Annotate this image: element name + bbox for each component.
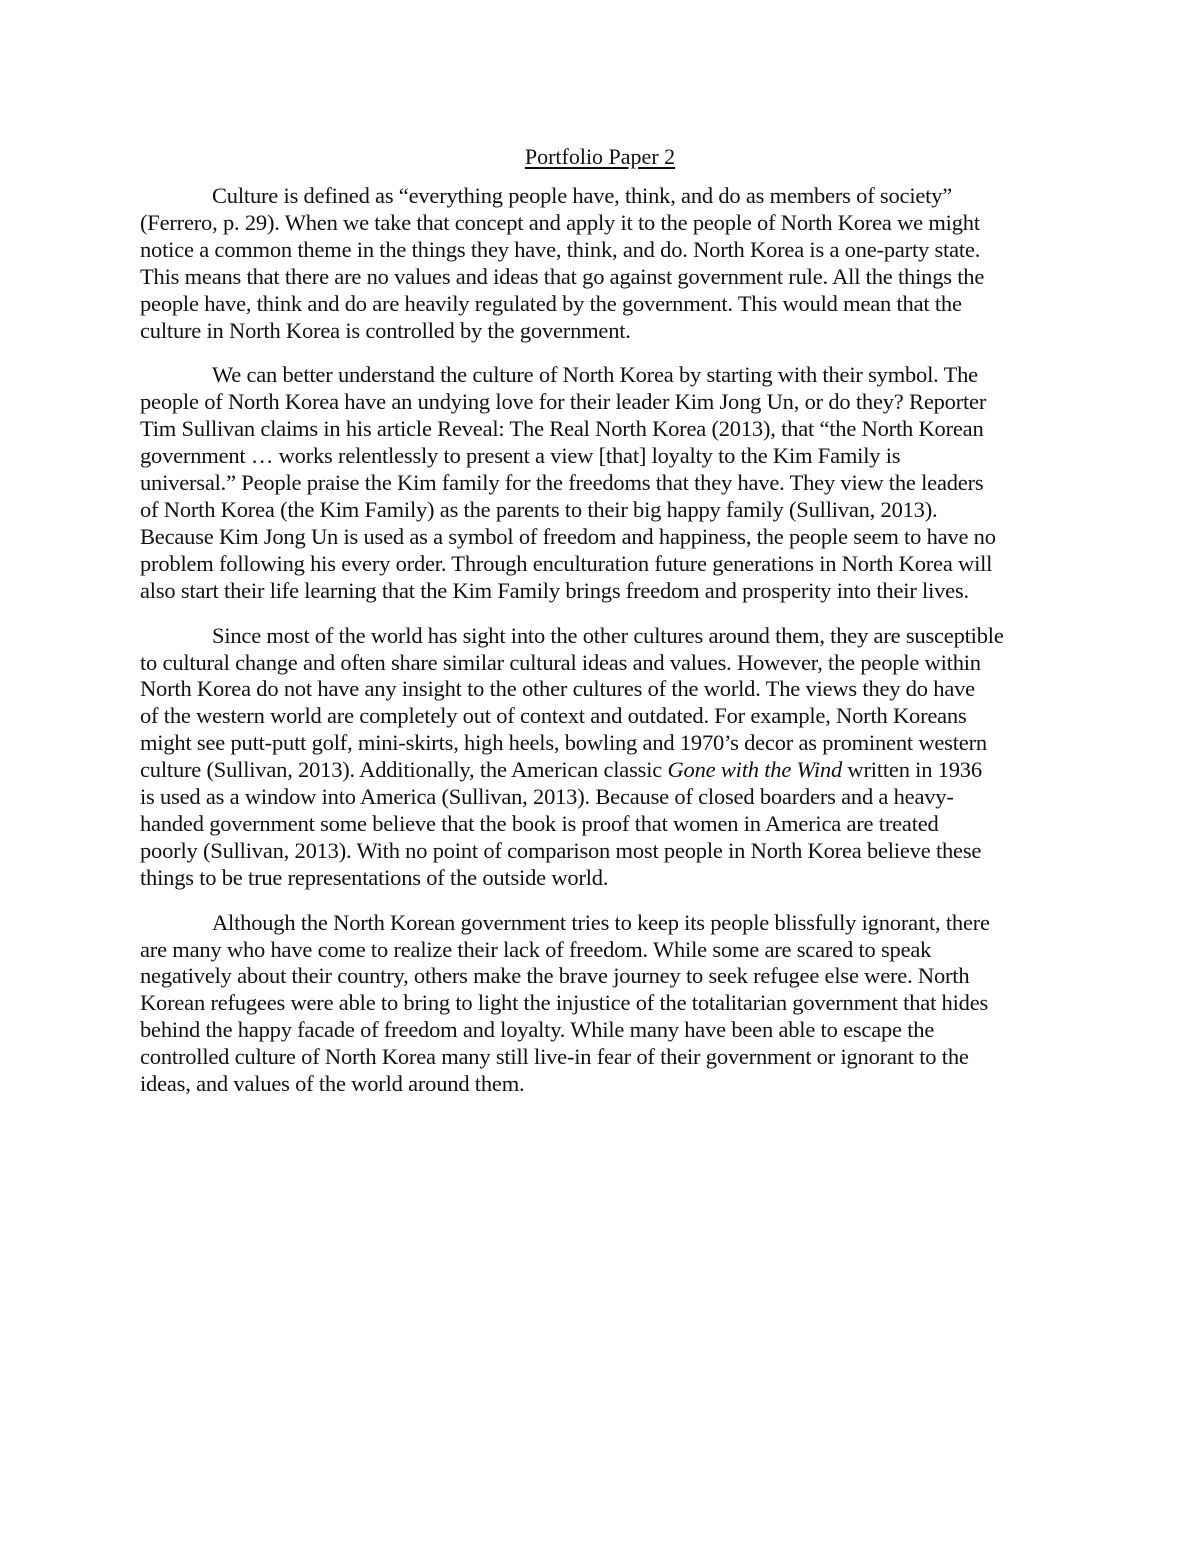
text-line bbox=[140, 1071, 1100, 1098]
text-segment: people of North Korea have an undying love for their leader Kim Jong Un, or do they? Reporter bbox=[140, 389, 987, 415]
text-line bbox=[140, 210, 1100, 237]
text-line bbox=[140, 865, 1100, 892]
text-segment: Since most of the world has sight into the other cultures around them, they are susceptible bbox=[212, 622, 1004, 648]
text-line bbox=[140, 757, 1100, 784]
text-segment: This means that there are no values and ideas that go against government rule. All the things the bbox=[140, 263, 985, 289]
text-line bbox=[140, 703, 1100, 730]
text-line bbox=[140, 937, 1100, 964]
text-line bbox=[140, 1044, 1100, 1071]
text-segment: handed government some believe that the book is proof that women in America are treated bbox=[140, 810, 939, 836]
text-line bbox=[140, 784, 1100, 811]
document-body bbox=[140, 183, 1100, 1116]
text-segment: Korean refugees were able to bring to light the injustice of the totalitarian government that hides bbox=[140, 990, 989, 1016]
text-line bbox=[140, 990, 1100, 1017]
text-segment: North Korea do not have any insight to the other cultures of the world. The views they do have bbox=[140, 676, 975, 702]
text-segment: written in 1936 bbox=[842, 757, 982, 783]
text-segment: problem following his every order. Through enculturation future generations in North Korea will bbox=[140, 550, 993, 576]
paragraph bbox=[140, 183, 1100, 344]
text-segment: of North Korea (the Kim Family) as the parents to their big happy family (Sullivan, 2013). bbox=[140, 496, 938, 522]
text-line bbox=[140, 291, 1100, 318]
text-line bbox=[140, 318, 1100, 345]
text-segment: notice a common theme in the things they have, think, and do. North Korea is a one-party state. bbox=[140, 236, 981, 262]
paragraph bbox=[140, 362, 1100, 604]
text-segment: negatively about their country, others make the brave journey to seek refugee else were. North bbox=[140, 963, 970, 989]
text-line bbox=[140, 730, 1100, 757]
text-segment: are many who have come to realize their lack of freedom. While some are scared to speak bbox=[140, 936, 932, 962]
title-text: Portfolio Paper 2 bbox=[524, 144, 676, 169]
text-line bbox=[140, 838, 1100, 865]
paragraph bbox=[140, 623, 1100, 892]
text-line bbox=[140, 811, 1100, 838]
book-title: Gone with the Wind bbox=[667, 757, 842, 783]
text-line bbox=[140, 443, 1100, 470]
text-line bbox=[140, 1017, 1100, 1044]
text-line bbox=[140, 676, 1100, 703]
text-segment: is used as a window into America (Sullivan, 2013). Because of closed boarders and a heavy- bbox=[140, 784, 954, 810]
text-segment: also start their life learning that the Kim Family brings freedom and prosperity into their lives. bbox=[140, 577, 969, 603]
text-segment: universal.” People praise the Kim family for the freedoms that they have. They view the leaders bbox=[140, 470, 984, 496]
text-segment: Because Kim Jong Un is used as a symbol of freedom and happiness, the people seem to have no bbox=[140, 523, 996, 549]
text-segment: culture (Sullivan, 2013). Additionally, the American classic bbox=[140, 757, 668, 783]
text-line bbox=[140, 497, 1100, 524]
text-segment: (Ferrero, p. 29). When we take that concept and apply it to the people of North Korea we might bbox=[140, 209, 980, 235]
text-segment: ideas, and values of the world around them. bbox=[140, 1071, 525, 1097]
text-segment: of the western world are completely out of context and outdated. For example, North Koreans bbox=[140, 703, 967, 729]
text-line bbox=[140, 237, 1100, 264]
text-segment: people have, think and do are heavily regulated by the government. This would mean that the bbox=[140, 290, 962, 316]
text-line bbox=[140, 389, 1100, 416]
text-segment: things to be true representations of the outside world. bbox=[140, 864, 609, 890]
text-segment: controlled culture of North Korea many still live-in fear of their government or ignorant to the bbox=[140, 1044, 969, 1070]
text-line bbox=[140, 362, 1100, 389]
text-line bbox=[140, 551, 1100, 578]
text-segment: poorly (Sullivan, 2013). With no point of comparison most people in North Korea believe these bbox=[140, 837, 982, 863]
text-segment: culture in North Korea is controlled by the government. bbox=[140, 317, 631, 343]
text-segment: Although the North Korean government tries to keep its people blissfully ignorant, there bbox=[212, 909, 990, 935]
document-title bbox=[0, 143, 1200, 170]
text-segment: behind the happy facade of freedom and loyalty. While many have been able to escape the bbox=[140, 1017, 935, 1043]
text-line bbox=[140, 183, 1100, 210]
text-line bbox=[140, 963, 1100, 990]
text-line bbox=[140, 416, 1100, 443]
text-line bbox=[140, 623, 1100, 650]
text-line bbox=[140, 264, 1100, 291]
text-segment: to cultural change and often share similar cultural ideas and values. However, the people within bbox=[140, 649, 981, 675]
text-segment: Tim Sullivan claims in his article Reveal: The Real North Korea (2013), that “the North Korean bbox=[140, 416, 984, 442]
text-line bbox=[140, 578, 1100, 605]
text-line bbox=[140, 524, 1100, 551]
text-line bbox=[140, 470, 1100, 497]
text-line bbox=[140, 650, 1100, 677]
paragraph bbox=[140, 910, 1100, 1098]
text-segment: might see putt-putt golf, mini-skirts, high heels, bowling and 1970’s decor as prominent western bbox=[140, 730, 987, 756]
text-segment: Culture is defined as “everything people have, think, and do as members of society” bbox=[212, 183, 953, 208]
text-segment: government … works relentlessly to present a view [that] loyalty to the Kim Family is bbox=[140, 443, 901, 469]
text-segment: We can better understand the culture of North Korea by starting with their symbol. The bbox=[212, 362, 978, 388]
text-line bbox=[140, 910, 1100, 937]
